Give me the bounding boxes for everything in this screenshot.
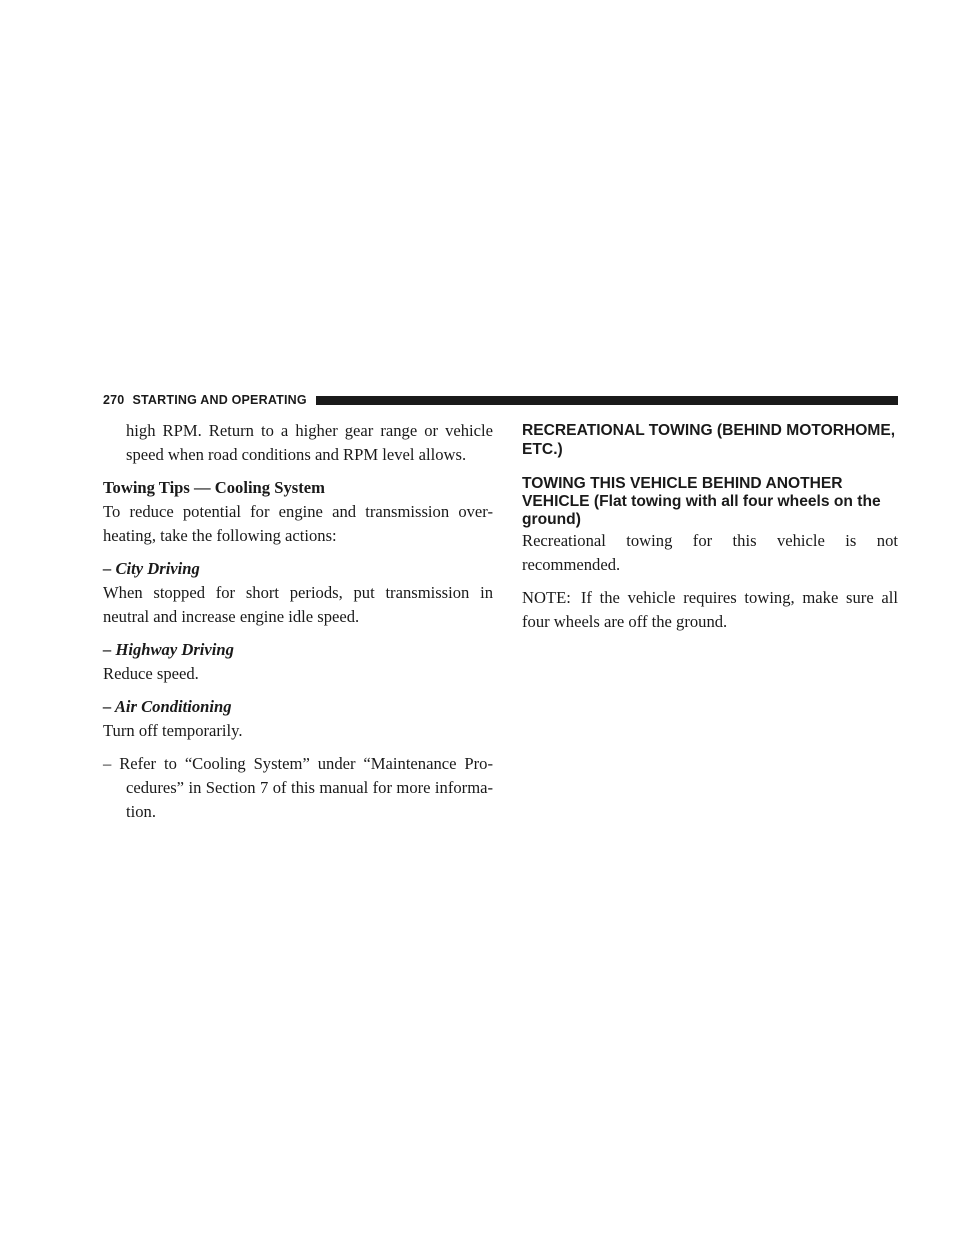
running-header: [103, 392, 898, 408]
cooling-system-reference: – Refer to “Cooling System” under “Maintenance Pro-cedures” in Section 7 of this manual for more informa-tion.: [103, 754, 493, 821]
city-driving-heading: – City Driving: [103, 559, 200, 578]
air-conditioning-heading: – Air Conditioning: [103, 697, 232, 716]
continuation-paragraph: high RPM. Return to a higher gear range or vehicle speed when road conditions and RPM level allows.: [126, 421, 493, 464]
cooling-system-subheading: Towing Tips — Cooling System: [103, 478, 325, 497]
note-paragraph: [522, 586, 898, 634]
right-column: [522, 419, 898, 634]
air-conditioning-text: Turn off temporarily.: [103, 721, 243, 740]
highway-driving-text: Reduce speed.: [103, 664, 199, 683]
section-name: STARTING AND OPERATING: [132, 393, 307, 407]
recreational-towing-heading: RECREATIONAL TOWING (BEHIND MOTORHOME, ETC.): [522, 422, 896, 458]
recreational-towing-paragraph: Recreational towing for this vehicle is not recommended.: [522, 531, 898, 574]
highway-driving-heading: – Highway Driving: [103, 640, 234, 659]
city-driving-text: When stopped for short periods, put transmission in neutral and increase engine idle speed.: [103, 583, 493, 626]
note-text: If the vehicle requires towing, make sure all four wheels are off the ground.: [522, 588, 898, 631]
flat-towing-heading: TOWING THIS VEHICLE BEHIND ANOTHER VEHICLE (Flat towing with all four wheels on the ground): [522, 475, 881, 528]
cooling-intro-paragraph: To reduce potential for engine and transmission over-heating, take the following actions:: [103, 502, 493, 545]
header-rule: [316, 396, 898, 405]
note-label: NOTE:: [522, 588, 571, 607]
page-number: 270: [103, 393, 125, 407]
left-column: [103, 419, 493, 824]
